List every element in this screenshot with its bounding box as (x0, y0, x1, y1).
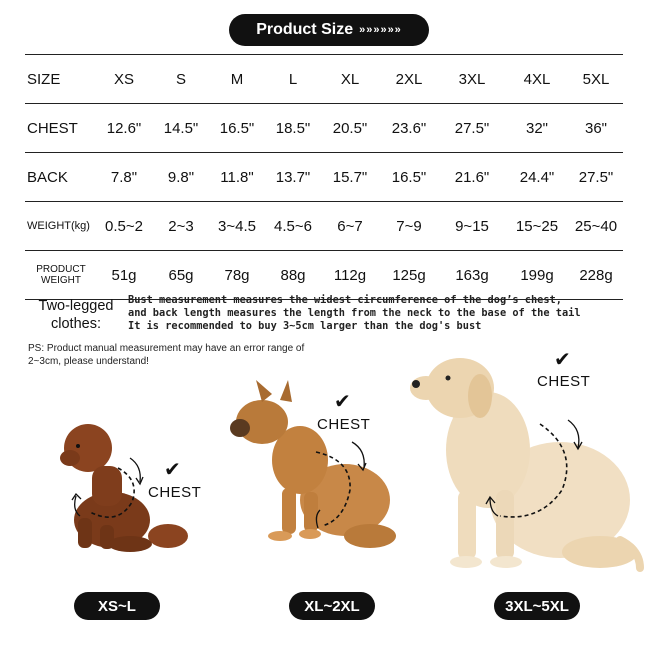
size-range-large: 3XL~5XL (494, 592, 580, 620)
table-cell: 20.5" (321, 104, 379, 153)
table-cell: 27.5" (439, 104, 505, 153)
size-chart-table (25, 54, 623, 300)
chest-label-medium: CHEST (317, 416, 371, 433)
table-cell: 25~40 (569, 202, 623, 251)
table-cell: 4.5~6 (265, 202, 321, 251)
table-cell: 199g (505, 251, 569, 300)
product-size-title (229, 14, 429, 46)
checkmark-icon: ✔ (334, 391, 351, 413)
table-cell: 5XL (569, 55, 623, 104)
table-cell: XS (95, 55, 153, 104)
table-cell: 13.7" (265, 153, 321, 202)
table-cell: 0.5~2 (95, 202, 153, 251)
row-label: SIZE (25, 55, 95, 104)
table-cell: 15~25 (505, 202, 569, 251)
size-range-small: XS~L (74, 592, 160, 620)
table-cell: 7~9 (379, 202, 439, 251)
measurement-notes (128, 294, 628, 333)
chest-label-small: CHEST (148, 484, 202, 501)
size-range-medium: XL~2XL (289, 592, 375, 620)
checkmark-icon: ✔ (554, 349, 571, 371)
table-cell: 2~3 (153, 202, 209, 251)
table-cell: 78g (209, 251, 265, 300)
table-cell: 21.6" (439, 153, 505, 202)
table-cell: 15.7" (321, 153, 379, 202)
table-cell: 6~7 (321, 202, 379, 251)
table-cell: S (153, 55, 209, 104)
table-cell: 4XL (505, 55, 569, 104)
table-row (25, 104, 623, 153)
table-cell: 88g (265, 251, 321, 300)
table-cell: 16.5" (379, 153, 439, 202)
checkmark-icon: ✔ (164, 459, 181, 481)
chest-label-large: CHEST (537, 373, 591, 390)
table-cell: 24.4" (505, 153, 569, 202)
table-cell: 9~15 (439, 202, 505, 251)
table-cell: 14.5" (153, 104, 209, 153)
row-label: WEIGHT(kg) (25, 202, 95, 251)
table-cell: 3XL (439, 55, 505, 104)
table-cell: 228g (569, 251, 623, 300)
note-line: It is recommended to buy 3~5cm larger than the dog's bust (128, 320, 482, 332)
table-cell: 32" (505, 104, 569, 153)
two-legged-label: Two-legged clothes: (38, 298, 114, 332)
table-cell: 7.8" (95, 153, 153, 202)
table-cell: 112g (321, 251, 379, 300)
table-cell: 51g (95, 251, 153, 300)
table-cell: 23.6" (379, 104, 439, 153)
table-cell: 2XL (379, 55, 439, 104)
table-row (25, 202, 623, 251)
table-cell: 36" (569, 104, 623, 153)
chevrons-right-icon: »»»»»» (359, 24, 402, 36)
table-cell: 125g (379, 251, 439, 300)
table-cell: XL (321, 55, 379, 104)
table-cell: 16.5" (209, 104, 265, 153)
table-cell: 65g (153, 251, 209, 300)
table-cell: 11.8" (209, 153, 265, 202)
table-row (25, 55, 623, 104)
table-cell: 18.5" (265, 104, 321, 153)
table-cell: 163g (439, 251, 505, 300)
row-label: BACK (25, 153, 95, 202)
table-cell: L (265, 55, 321, 104)
row-label: PRODUCT WEIGHT (25, 251, 95, 300)
table-cell: 3~4.5 (209, 202, 265, 251)
table-cell: 9.8" (153, 153, 209, 202)
retriever-dog-image (410, 358, 640, 568)
table-row (25, 251, 623, 300)
note-line: and back length measures the length from the neck to the base of the tail (128, 307, 581, 319)
table-cell: 12.6" (95, 104, 153, 153)
table-cell: 27.5" (569, 153, 623, 202)
title-text: Product Size (256, 21, 354, 38)
row-label: CHEST (25, 104, 95, 153)
table-row (25, 153, 623, 202)
note-line: Bust measurement measures the widest circumference of the dog’s chest, (128, 294, 562, 306)
ps-note: PS: Product manual measurement may have an error range of 2~3cm, please understand! (28, 343, 305, 367)
table-cell: M (209, 55, 265, 104)
bulldog-dog-image (230, 380, 396, 548)
